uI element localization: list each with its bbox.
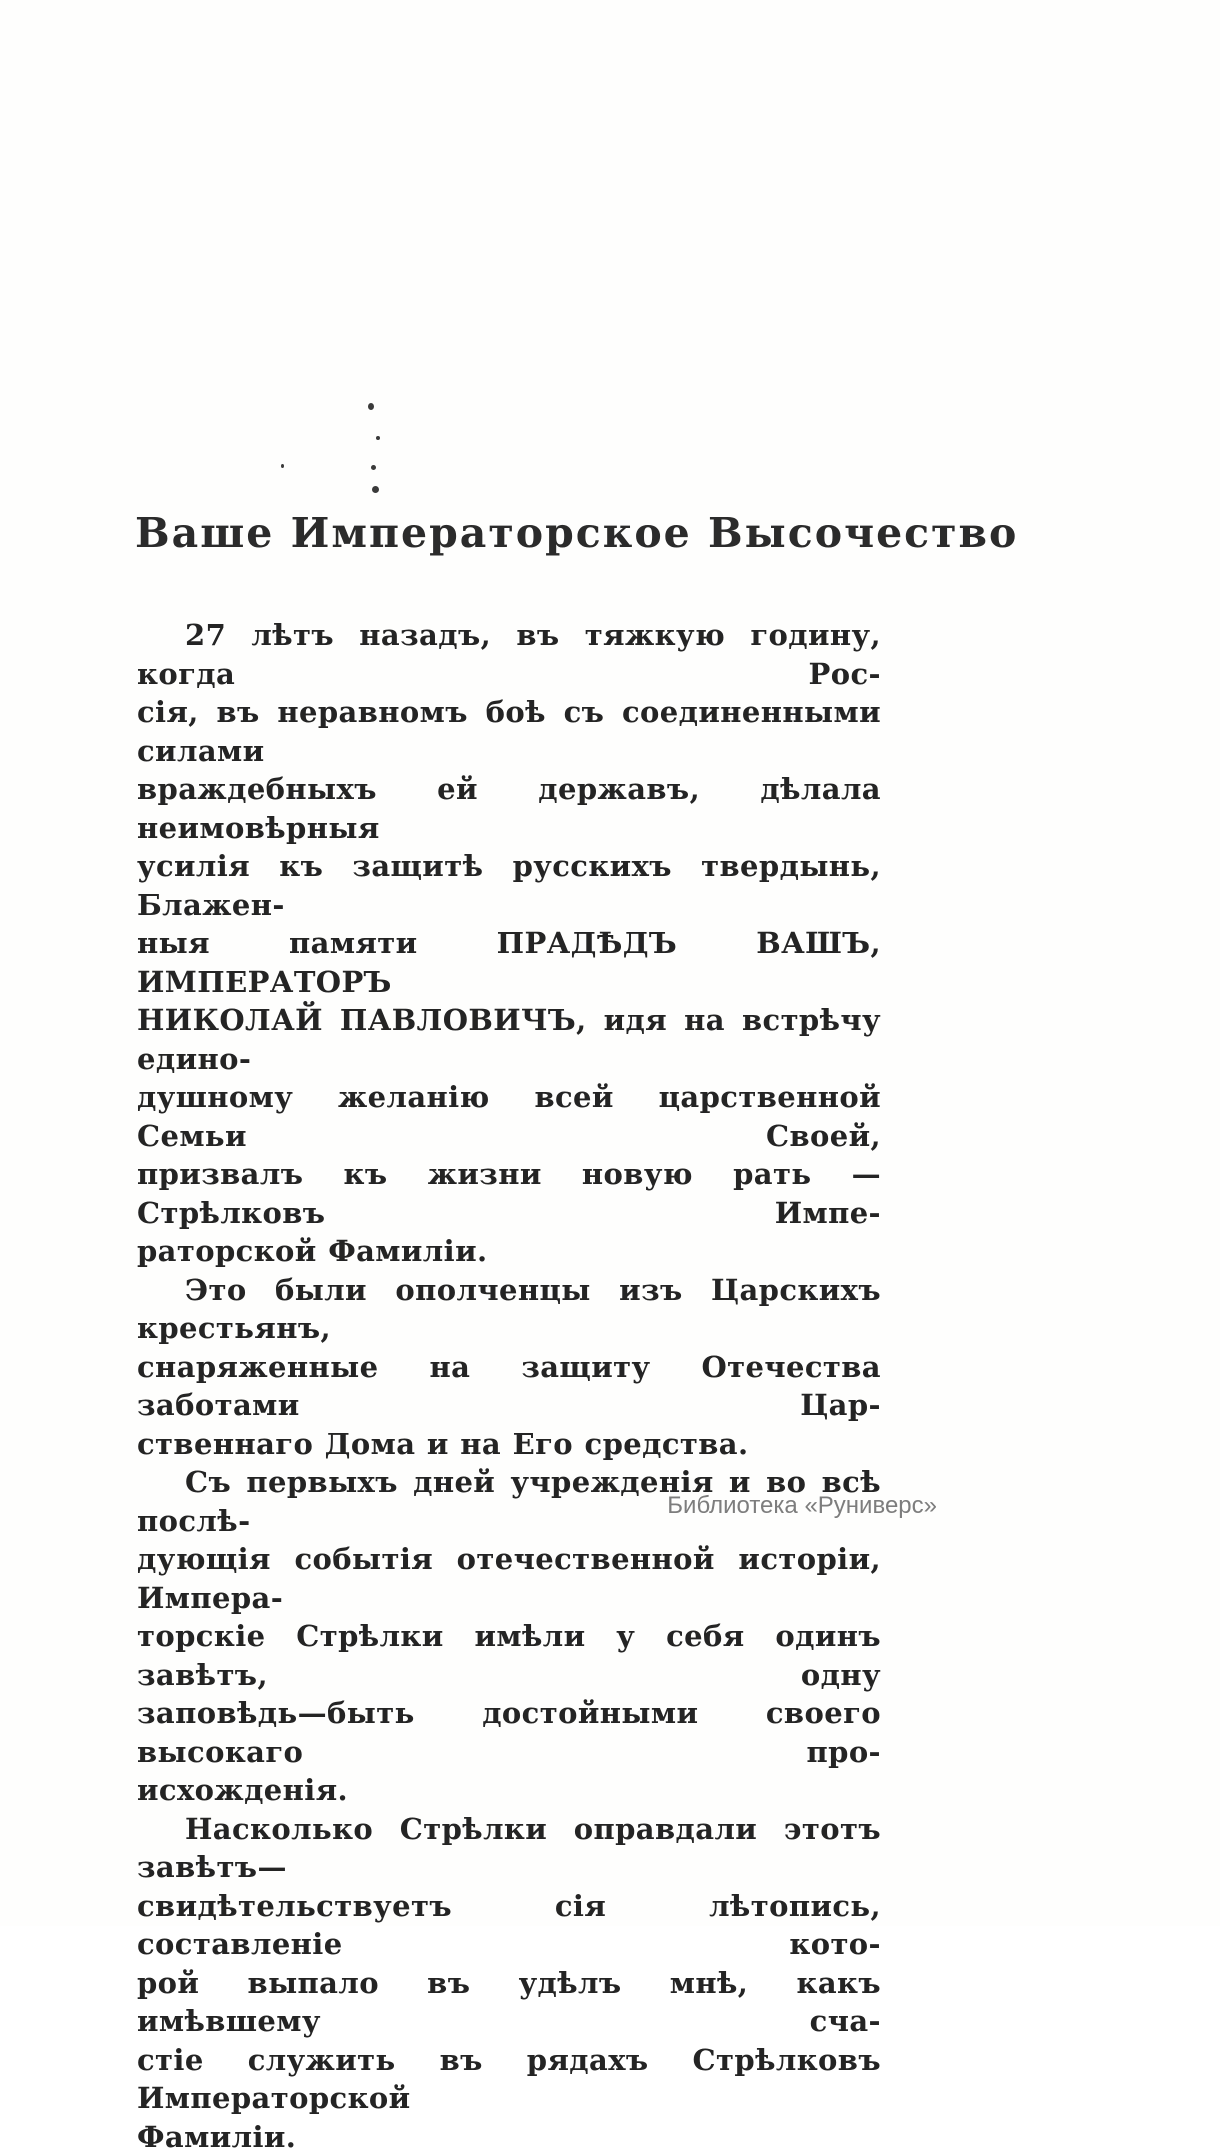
text-line: торскіе Стрѣлки имѣли у себя одинъ завѣтъ, одну [137,1617,881,1694]
text-line: сія, въ неравномъ боѣ съ соединенными силами [137,693,881,770]
ink-speck [368,403,374,410]
text-line: стіе служить въ рядахъ Стрѣлковъ Императорской [137,2041,881,2118]
text-line: ственнаго Дома и на Его средства. [137,1425,881,1464]
text-line: исхожденія. [137,1771,881,1810]
text-line: снаряженные на защиту Отечества заботами Цар- [137,1348,881,1425]
text-line: раторской Фамиліи. [137,1232,881,1271]
text-line: рой выпало въ удѣлъ мнѣ, какъ имѣвшему сча- [137,1964,881,2041]
ink-speck [372,486,379,493]
text-line: дующія событія отечественной исторіи, Импера- [137,1540,881,1617]
text-line: заповѣдь—быть достойными своего высокаго про- [137,1694,881,1771]
text-line: свидѣтельствуетъ сія лѣтопись, составленіе кото- [137,1887,881,1964]
ink-speck [371,465,376,470]
text-line: 27 лѣтъ назадъ, въ тяжкую годину, когда Рос- [137,616,881,693]
text-line: ныя памяти ПРАДѢДЪ ВАШЪ, ИМПЕРАТОРЪ [137,924,881,1001]
text-line: враждебныхъ ей державъ, дѣлала неимовѣрныя [137,770,881,847]
ink-speck [376,436,380,440]
text-line: Фамиліи. [137,2118,881,2156]
ink-speck [281,464,284,468]
text-line: НИКОЛАЙ ПАВЛОВИЧЪ, идя на встрѣчу едино- [137,1001,881,1078]
text-line: Это были ополченцы изъ Царскихъ крестьянъ, [137,1271,881,1348]
text-line: душному желанію всей царственной Семьи Своей, [137,1078,881,1155]
text-line: Насколько Стрѣлки оправдали этотъ завѣтъ— [137,1810,881,1887]
text-line: призвалъ къ жизни новую рать — Стрѣлковъ Импе- [137,1155,881,1232]
page-title: Ваше Императорское Высочество [135,509,883,557]
text-block [137,616,881,2156]
text-line: Съ первыхъ дней учрежденія и во всѣ послѣ- [137,1463,881,1540]
library-watermark: Библиотека «Руниверс» [667,1492,937,1520]
text-line: усилія къ защитѣ русскихъ твердынь, Блажен- [137,847,881,924]
